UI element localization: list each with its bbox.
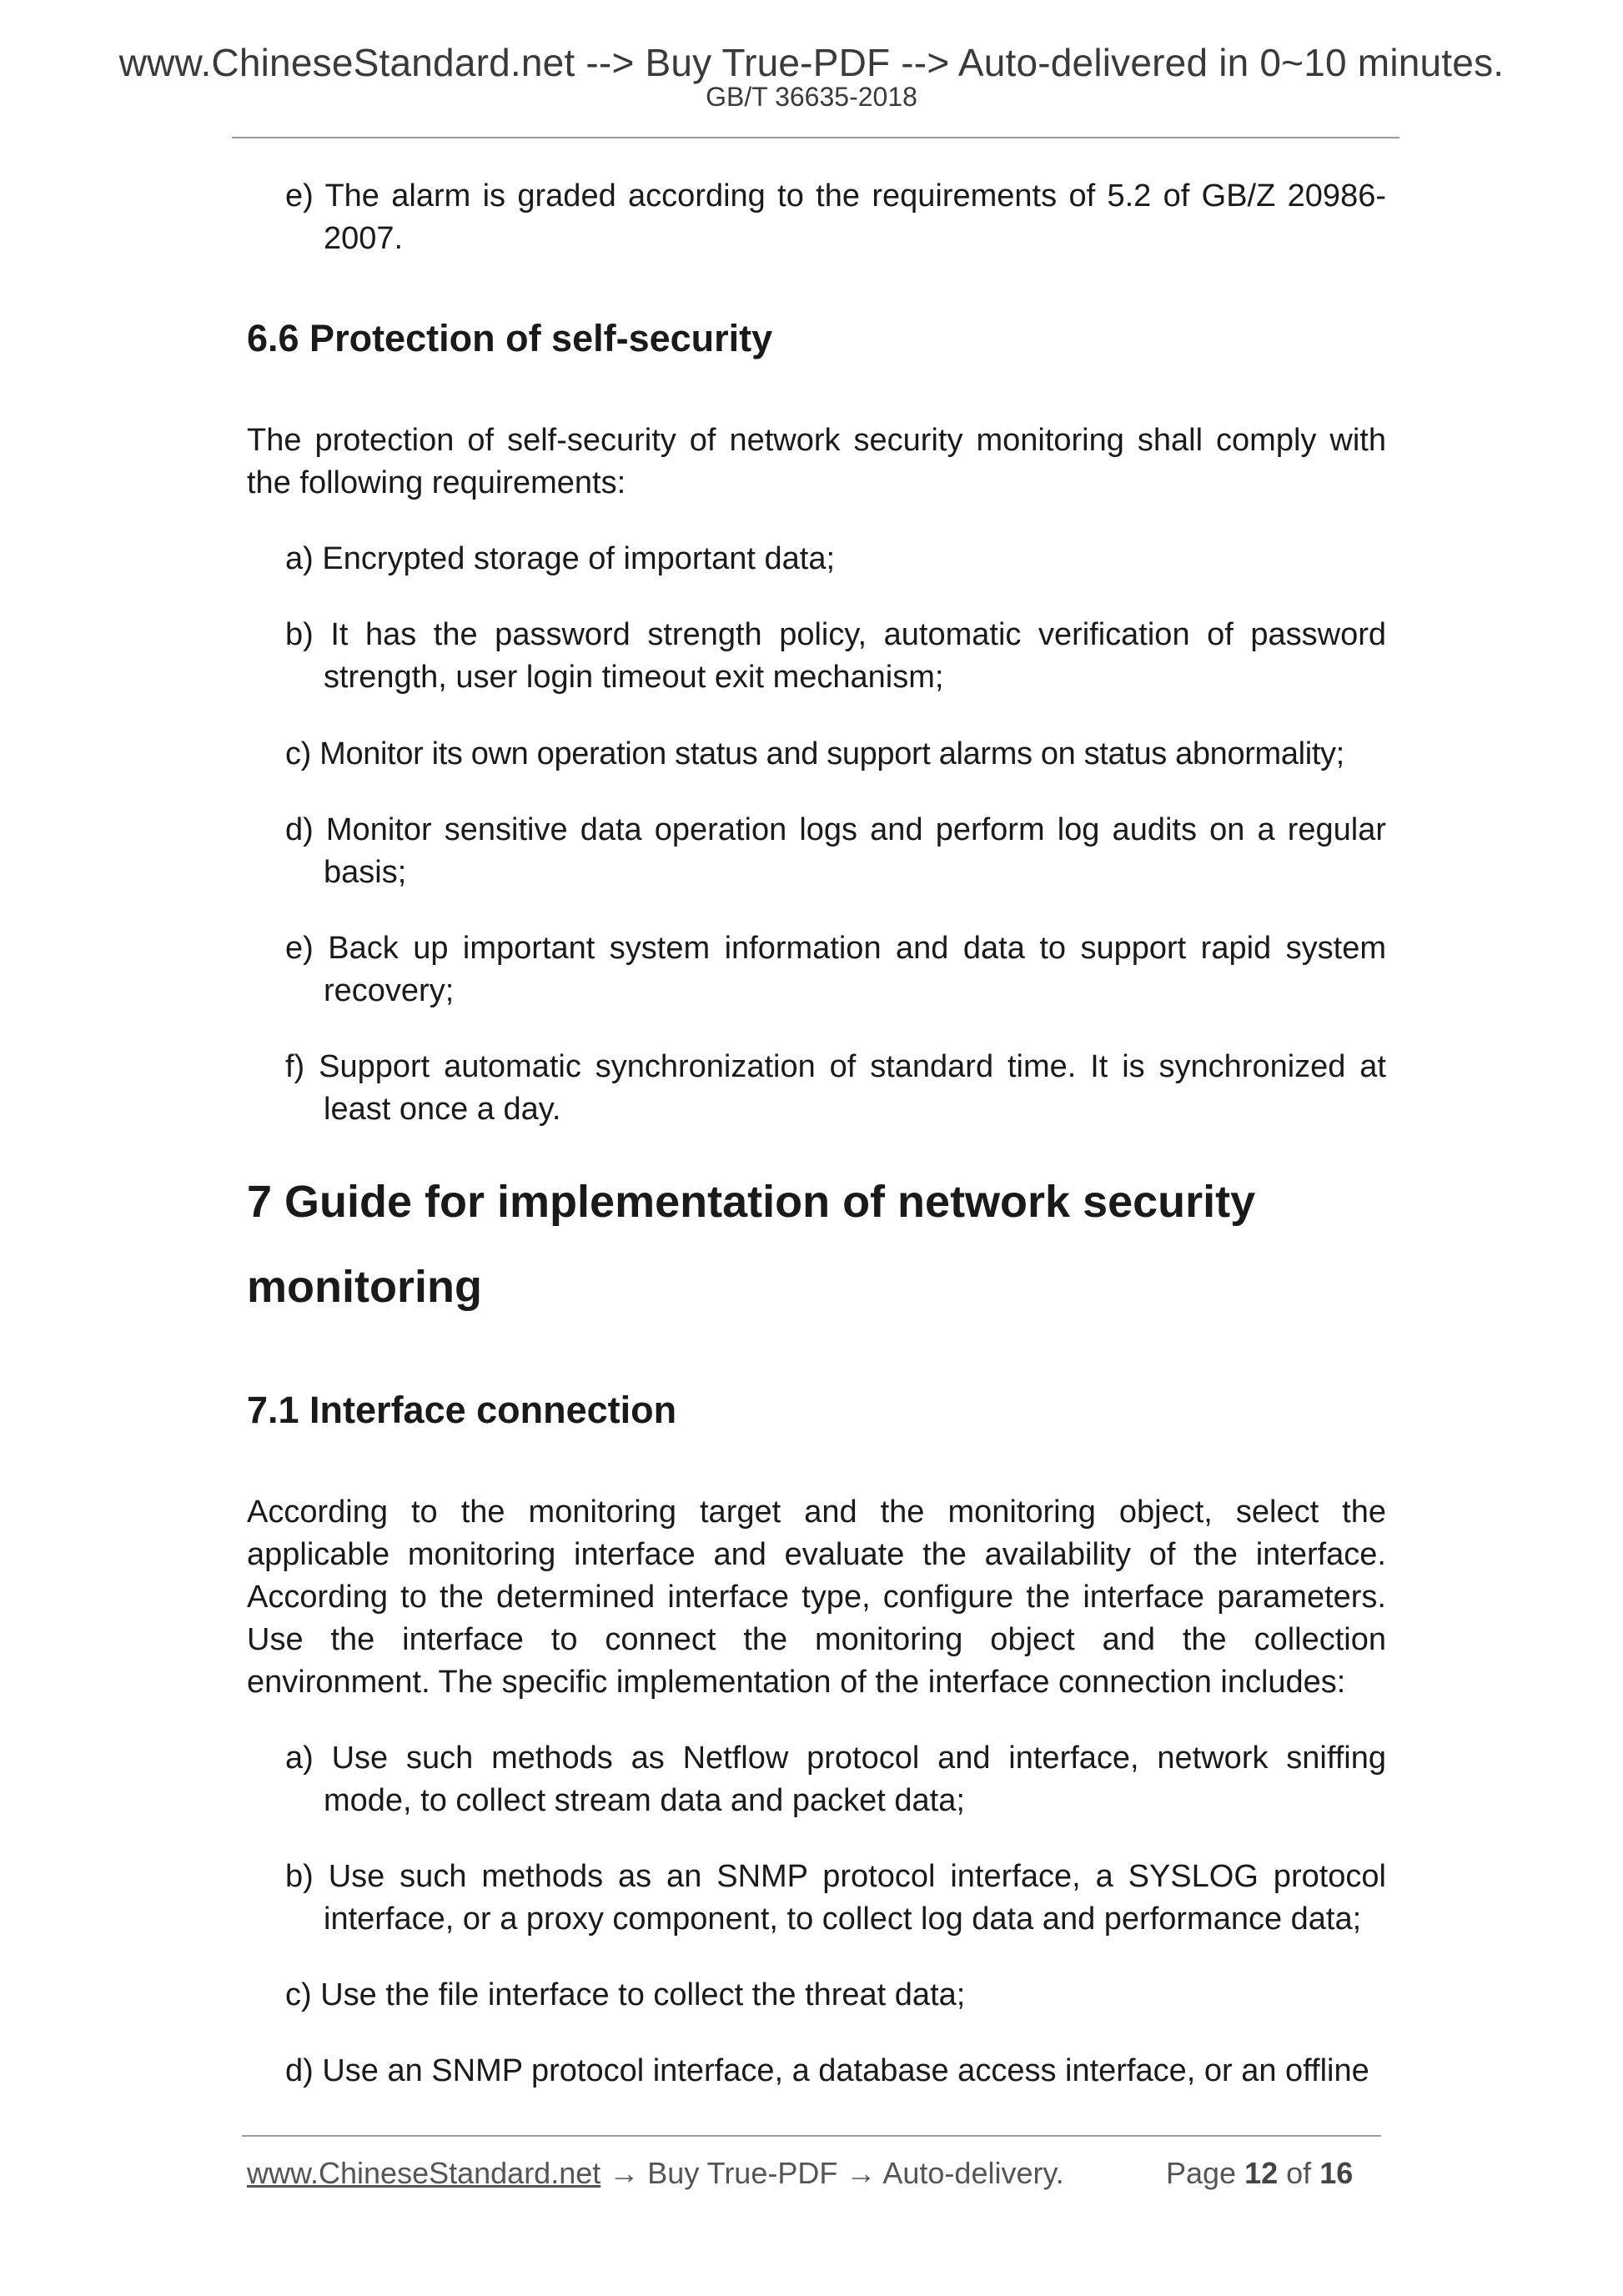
heading-6-6: 6.6 Protection of self-security bbox=[247, 317, 773, 359]
footer-buy-text: Buy True-PDF bbox=[647, 2156, 838, 2190]
page-label: Page bbox=[1166, 2156, 1237, 2190]
footer-divider bbox=[242, 2135, 1381, 2137]
list-item: e) Back up important system information and data to support rapid system recovery; bbox=[285, 931, 1386, 1008]
arrow-icon: → bbox=[609, 2156, 640, 2190]
paragraph-7-1: According to the monitoring target and the monitoring object, select the applicable monitoring interface and evaluate the availability of the interface. According to the determined interface type, configure the interface parameters. Use the interface to connect the monitoring object and the collection environment. The specific implementation of the interface connection includes: bbox=[247, 1495, 1386, 1700]
heading-7-line-1: 7 Guide for implementation of network security bbox=[247, 1177, 1256, 1227]
list-item: a) Use such methods as Netflow protocol and interface, network sniffing mode, to collect stream data and packet data; bbox=[285, 1741, 1386, 1818]
heading-7-line-2: monitoring bbox=[247, 1262, 482, 1312]
paragraph-6-6: The protection of self-security of network security monitoring shall comply with the following requirements: bbox=[247, 423, 1386, 500]
heading-7-1: 7.1 Interface connection bbox=[247, 1389, 677, 1431]
standard-code: GB/T 36635-2018 bbox=[706, 82, 917, 112]
arrow-icon: → bbox=[846, 2156, 877, 2190]
page-total: 16 bbox=[1319, 2156, 1354, 2190]
header-divider bbox=[232, 137, 1399, 138]
list-item: c) Use the file interface to collect the threat data; bbox=[285, 1977, 966, 2012]
list-item: d) Monitor sensitive data operation logs and perform log audits on a regular basis; bbox=[285, 812, 1386, 890]
list-item: b) It has the password strength policy, automatic verification of password strength, user login timeout exit mechanism; bbox=[285, 617, 1386, 695]
footer-delivery-text: Auto-delivery. bbox=[882, 2156, 1064, 2190]
list-item: d) Use an SNMP protocol interface, a database access interface, or an offline bbox=[285, 2053, 1369, 2088]
list-item-alarm-grading: e) The alarm is graded according to the requirements of 5.2 of GB/Z 20986-2007. bbox=[285, 178, 1386, 256]
footer-left bbox=[247, 2156, 1064, 2191]
of-label: of bbox=[1286, 2156, 1312, 2190]
list-item: c) Monitor its own operation status and support alarms on status abnormality; bbox=[285, 736, 1344, 771]
list-item: b) Use such methods as an SNMP protocol interface, a SYSLOG protocol interface, or a proxy component, to collect log data and performance data; bbox=[285, 1859, 1386, 1937]
list-item: a) Encrypted storage of important data; bbox=[285, 541, 836, 576]
list-item: f) Support automatic synchronization of standard time. It is synchronized at least once a day. bbox=[285, 1049, 1386, 1127]
top-banner: www.ChineseStandard.net --> Buy True-PDF --> Auto-delivered in 0~10 minutes. bbox=[118, 41, 1505, 84]
page-indicator bbox=[1166, 2156, 1353, 2191]
page-current: 12 bbox=[1244, 2156, 1279, 2190]
footer-site-link[interactable]: www.ChineseStandard.net bbox=[247, 2156, 601, 2190]
